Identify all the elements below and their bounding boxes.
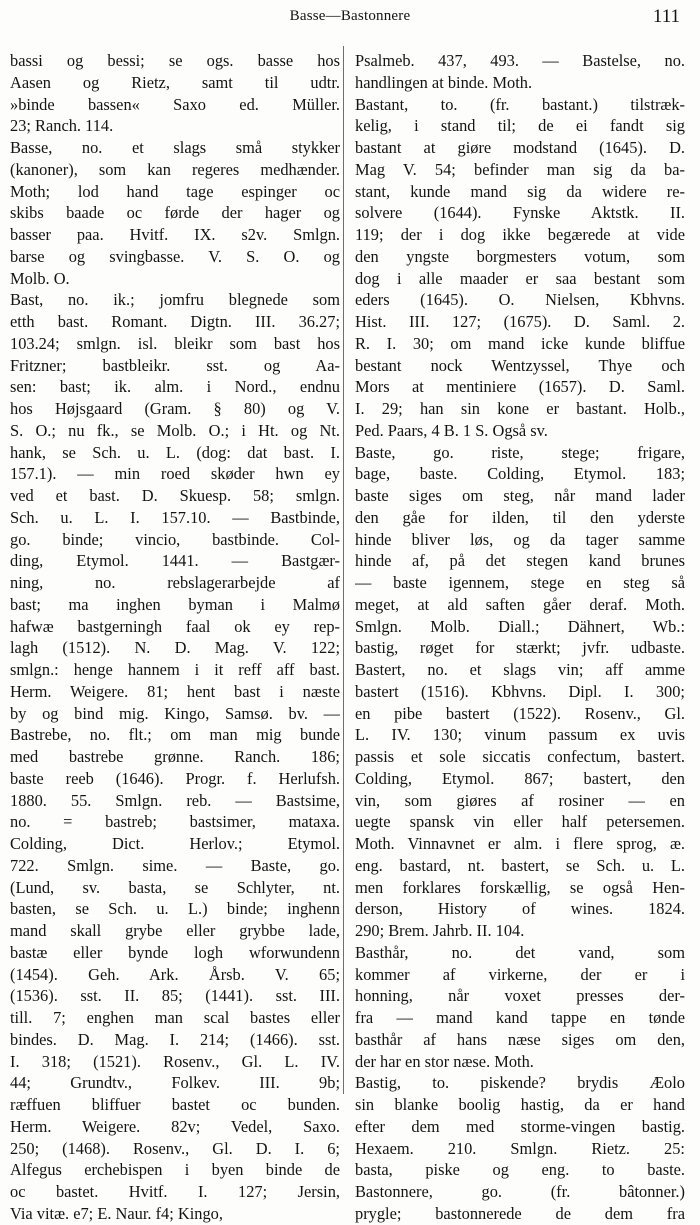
text-line: Molb. O. <box>10 268 70 288</box>
text-line: ding, Etymol. 1441. — Bastgær- <box>10 551 340 571</box>
right-column <box>355 50 685 1225</box>
text-line: I. 29; han sin kone er bastant. Holb., <box>355 399 685 418</box>
text-line: sin blanke boolig hastig, da er hand <box>355 1095 685 1114</box>
text-line: Bastig, to. piskende? brydis Æolo <box>355 1073 685 1093</box>
text-line: basser paa. Hvitf. IX. s2v. Smlgn. <box>10 225 340 244</box>
text-line: S. O.; nu fk., se Molb. O.; i Ht. og Nt. <box>10 420 340 440</box>
text-line: passis et sole siccatis confectum, bastert. <box>355 747 685 766</box>
text-line: prygle; bastonnerede de dem fra <box>355 1203 685 1223</box>
text-line: etth bast. Romant. Digtn. III. 36.27; <box>10 312 340 331</box>
text-line: Aasen og Rietz, samt til udtr. <box>10 72 340 92</box>
text-line: kelig, i stand til; de ei fandt sig <box>355 116 685 136</box>
text-line: I. 318; (1521). Rosenv., Gl. L. IV. <box>10 1051 340 1071</box>
text-line: Via vitæ. e7; E. Naur. f4; Kingo, <box>10 1203 223 1223</box>
text-line: — baste igennem, stege en steg så <box>355 573 685 592</box>
text-line: Moth; lod hand tage espinger oc <box>10 181 340 201</box>
text-line: basten, se Sch. u. L.) binde; inghenn <box>10 899 340 919</box>
text-line: hank, se Sch. u. L. (dog: dat bast. I. <box>10 442 340 462</box>
text-line: bastant at giøre modstand (1645). D. <box>355 138 685 157</box>
text-line: efter dem med storme-vingen bastig. <box>355 1116 685 1136</box>
text-line: bestant nock Wentzyssel, Thye och <box>355 355 685 375</box>
text-line: sen: bast; ik. alm. i Nord., endnu <box>10 377 340 397</box>
text-line: 119; der i dog ikke begærede at vide <box>355 225 685 244</box>
text-line: Alfegus erchebispen i byen binde de <box>10 1160 340 1180</box>
text-line: Baste, go. riste, stege; frigare, <box>355 442 685 462</box>
text-line: till. 7; enghen man scal bastes eller <box>10 1008 340 1027</box>
text-line: Moth. Vinnavnet er alm. i flere sprog, æ. <box>355 834 685 853</box>
text-line: handlingen at binde. Moth. <box>355 72 533 92</box>
text-line: men forklares forskællig, se også Hen- <box>355 877 685 897</box>
text-line: meget, at ald saften gåer deraf. Moth. <box>355 594 685 614</box>
text-line: Smlgn. Molb. Diall.; Dähnert, Wb.: <box>355 616 685 636</box>
text-line: Bastert, no. et slags vin; aff amme <box>355 660 685 679</box>
text-line: Basse, no. et slags små stykker <box>10 138 340 157</box>
text-line: (1454). Geh. Ark. Årsb. V. 65; <box>10 964 340 984</box>
text-line: »binde bassen« Saxo ed. Müller. <box>10 94 340 114</box>
text-line: (kanoner), som kan regeres medhænder. <box>10 159 340 179</box>
text-line: no. = bastreb; bastsimer, mataxa. <box>10 812 340 832</box>
text-line: Sch. u. L. I. 157.10. — Bastbinde, <box>10 507 340 527</box>
text-line: uegte spansk vin eller half petersemen. <box>355 812 685 832</box>
text-line: bastert (1516). Kbhvns. Dipl. I. 300; <box>355 681 685 701</box>
text-line: fra — mand kand tappe en tønde <box>355 1008 685 1027</box>
text-line: en pibe bastert (1522). Rosenv., Gl. <box>355 703 685 723</box>
text-line: basthår af hans næse siges om den, <box>355 1029 685 1049</box>
text-line: L. IV. 130; vinum passum ex uvis <box>355 725 685 745</box>
text-line: bastig, røget for stærkt; jvfr. udbaste. <box>355 638 685 658</box>
text-line: 1880. 55. Smlgn. reb. — Bastsime, <box>10 790 340 810</box>
text-line: R. I. 30; om mand icke kunde bliffue <box>355 333 685 353</box>
text-line: basta, piske og eng. to baste. <box>355 1160 685 1180</box>
text-line: Bastrebe, no. flt.; om man mig bunde <box>10 725 340 745</box>
text-line: by og bind mig. Kingo, Samsø. bv. — <box>10 703 340 723</box>
text-line: med bastrebe grønne. Ranch. 186; <box>10 747 340 766</box>
left-column <box>10 50 340 1225</box>
text-line: ning, no. rebslagerarbejde af <box>10 573 340 592</box>
text-line: skibs baade oc førde der hager og <box>10 203 340 223</box>
text-line: smlgn.: henge hannem i it reff aff bast. <box>10 660 340 679</box>
text-line: 722. Smlgn. sime. — Baste, go. <box>10 855 340 875</box>
text-line: Ped. Paars, 4 B. 1 S. Også sv. <box>355 420 548 440</box>
text-line: Hist. III. 127; (1675). D. Saml. 2. <box>355 312 685 331</box>
text-line: 44; Grundtv., Folkev. III. 9b; <box>10 1073 340 1093</box>
text-line: Hexaem. 210. Smlgn. Rietz. 25: <box>355 1138 685 1158</box>
text-line: Bast, no. ik.; jomfru blegnede som <box>10 290 340 310</box>
running-title: Basse—Bastonnere <box>289 8 411 24</box>
text-line: mand skall grybe eller grybbe lade, <box>10 921 340 940</box>
text-line: eders (1645). O. Nielsen, Kbhvns. <box>355 290 685 310</box>
text-line: den yngste borgmesters votum, som <box>355 246 685 266</box>
text-line: 103.24; smlgn. isl. bleikr som bast hos <box>10 333 340 353</box>
text-line: 290; Brem. Jahrb. II. 104. <box>355 921 525 940</box>
text-line: hafwæ bastgerningh faal ok ey rep- <box>10 616 340 636</box>
text-line: bassi og bessi; se ogs. basse hos <box>10 51 340 70</box>
text-line: den gåe for ilden, til den yderste <box>355 507 685 527</box>
text-line: hinde bliver løs, og da tager samme <box>355 529 685 549</box>
text-line: 23; Ranch. 114. <box>10 116 114 136</box>
text-line: der har en stor næse. Moth. <box>355 1051 534 1071</box>
text-line: vin, som giøres af rosiner — en <box>355 790 685 810</box>
text-line: bast; ma inghen byman i Malmø <box>10 594 340 614</box>
text-line: hinde af, på det stegen kand brunes <box>355 551 685 571</box>
text-line: solvere (1644). Fynske Aktstk. II. <box>355 203 685 223</box>
text-line: bastæ eller bynde logh wforwundenn <box>10 942 340 962</box>
text-line: Herm. Weigere. 82v; Vedel, Saxo. <box>10 1116 340 1136</box>
text-line: (Lund, sv. basta, se Schlyter, nt. <box>10 877 340 897</box>
text-line: derson, History of wines. 1824. <box>355 899 685 919</box>
text-line: barse og svingbasse. V. S. O. og <box>10 246 340 266</box>
text-line: honning, når voxet presses der- <box>355 986 685 1006</box>
page-number: 111 <box>652 6 680 27</box>
text-line: kommer af virkerne, der er i <box>355 964 685 984</box>
text-line: Bastant, to. (fr. bastant.) tilstræk- <box>355 94 685 114</box>
text-line: 250; (1468). Rosenv., Gl. D. I. 6; <box>10 1138 340 1158</box>
text-line: Herm. Weigere. 81; hent bast i næste <box>10 681 340 701</box>
text-line: Bastonnere, go. (fr. bâtonner.) <box>355 1182 685 1201</box>
text-line: dog i alle maader er saa bestant som <box>355 268 685 288</box>
text-line: Psalmeb. 437, 493. — Bastelse, no. <box>355 51 685 70</box>
text-line: Colding, Dict. Herlov.; Etymol. <box>10 834 340 853</box>
text-line: bindes. D. Mag. I. 214; (1466). sst. <box>10 1029 340 1049</box>
text-line: ved et bast. D. Skuesp. 58; smlgn. <box>10 486 340 505</box>
page-header <box>12 6 688 30</box>
text-line: baste reeb (1646). Progr. f. Herlufsh. <box>10 768 340 788</box>
text-line: bage, baste. Colding, Etymol. 183; <box>355 464 685 484</box>
text-line: Mag V. 54; befinder man sig da ba- <box>355 159 685 179</box>
text-line: 157.1). — min roed skøder hwn ey <box>10 464 340 484</box>
column-divider <box>343 46 344 1094</box>
text-line: go. binde; vincio, bastbinde. Col- <box>10 529 340 549</box>
text-line: baste siges om steg, når mand lader <box>355 486 685 505</box>
text-line: Colding, Etymol. 867; bastert, den <box>355 768 685 788</box>
text-line: Mors at mentiniere (1657). D. Saml. <box>355 377 685 397</box>
text-line: ræffuen bliffuer bastet oc bunden. <box>10 1095 340 1114</box>
text-line: Basthår, no. det vand, som <box>355 942 685 962</box>
text-line: oc bastet. Hvitf. I. 127; Jersin, <box>10 1182 340 1201</box>
text-line: stant, kunde mand sig da widere re- <box>355 181 685 201</box>
text-line: Fritzner; bastbleikr. sst. og Aa- <box>10 355 340 375</box>
text-line: hos Højsgaard (Gram. § 80) og V. <box>10 399 340 418</box>
text-line: lagh (1512). N. D. Mag. V. 122; <box>10 638 340 658</box>
text-line: eng. bastard, nt. bastert, se Sch. u. L. <box>355 855 685 875</box>
text-line: (1536). sst. II. 85; (1441). sst. III. <box>10 986 340 1006</box>
